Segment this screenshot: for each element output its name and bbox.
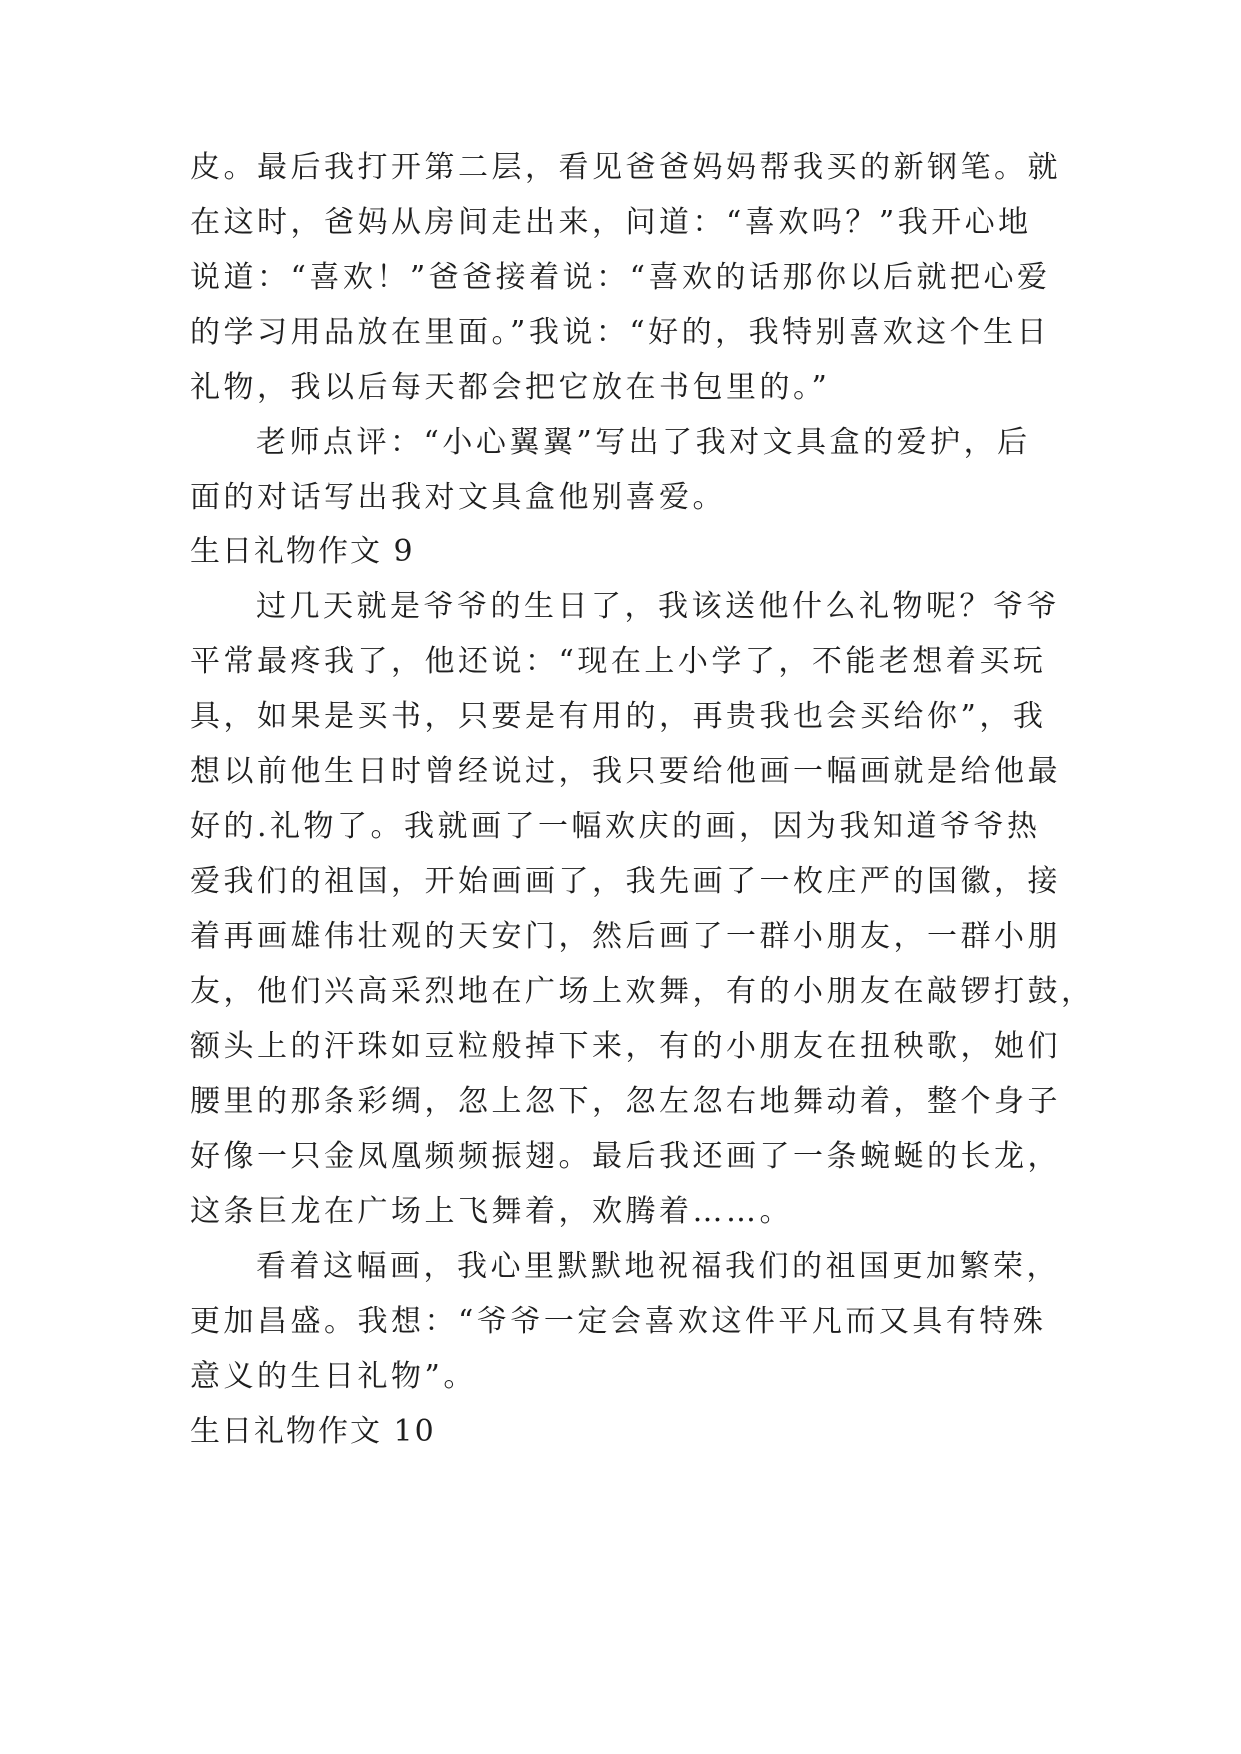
text-line: 爱我们的祖国，开始画画了，我先画了一枚庄严的国徽，接 — [190, 864, 1061, 899]
text-line: 友，他们兴高采烈地在广场上欢舞，有的小朋友在敲锣打鼓， — [190, 974, 1095, 1009]
paragraph-start-line: 老师点评：“小心翼翼”写出了我对文具盒的爱护，后 — [256, 425, 1031, 460]
text-line: 额头上的汗珠如豆粒般掉下来，有的小朋友在扭秧歌，她们 — [190, 1029, 1061, 1064]
text-line: 礼物，我以后每天都会把它放在书包里的。” — [190, 370, 831, 405]
text-line: 说道：“喜欢！”爸爸接着说：“喜欢的话那你以后就把心爱 — [190, 260, 1051, 295]
text-line: 好的.礼物了。我就画了一幅欢庆的画，因为我知道爷爷热 — [190, 809, 1041, 844]
text-line: 着再画雄伟壮观的天安门，然后画了一群小朋友，一群小朋 — [190, 919, 1061, 954]
section-heading: 生日礼物作文 10 — [190, 1414, 436, 1449]
paragraph-start-line: 看着这幅画，我心里默默地祝福我们的祖国更加繁荣， — [256, 1249, 1060, 1284]
text-line: 更加昌盛。我想：“爷爷一定会喜欢这件平凡而又具有特殊 — [190, 1304, 1047, 1339]
section-heading: 生日礼物作文 9 — [190, 534, 415, 569]
text-line: 的学习用品放在里面。”我说：“好的，我特别喜欢这个生日 — [190, 315, 1051, 350]
text-line: 面的对话写出我对文具盒他别喜爱。 — [190, 480, 726, 515]
text-line: 平常最疼我了，他还说：“现在上小学了，不能老想着买玩 — [190, 644, 1047, 679]
text-line: 具，如果是买书，只要是有用的，再贵我也会买给你”，我 — [190, 699, 1047, 734]
text-line: 皮。最后我打开第二层，看见爸爸妈妈帮我买的新钢笔。就 — [190, 150, 1061, 185]
text-line: 在这时，爸妈从房间走出来，问道：“喜欢吗？”我开心地 — [190, 205, 1032, 240]
text-line: 腰里的那条彩绸，忽上忽下，忽左忽右地舞动着，整个身子 — [190, 1084, 1061, 1119]
paragraph-start-line: 过几天就是爷爷的生日了，我该送他什么礼物呢？爷爷 — [256, 589, 1060, 624]
text-line: 这条巨龙在广场上飞舞着，欢腾着……。 — [190, 1194, 793, 1229]
text-line: 意义的生日礼物”。 — [190, 1359, 477, 1394]
text-line: 好像一只金凤凰频频振翅。最后我还画了一条蜿蜒的长龙， — [190, 1139, 1061, 1174]
text-line: 想以前他生日时曾经说过，我只要给他画一幅画就是给他最 — [190, 754, 1061, 789]
